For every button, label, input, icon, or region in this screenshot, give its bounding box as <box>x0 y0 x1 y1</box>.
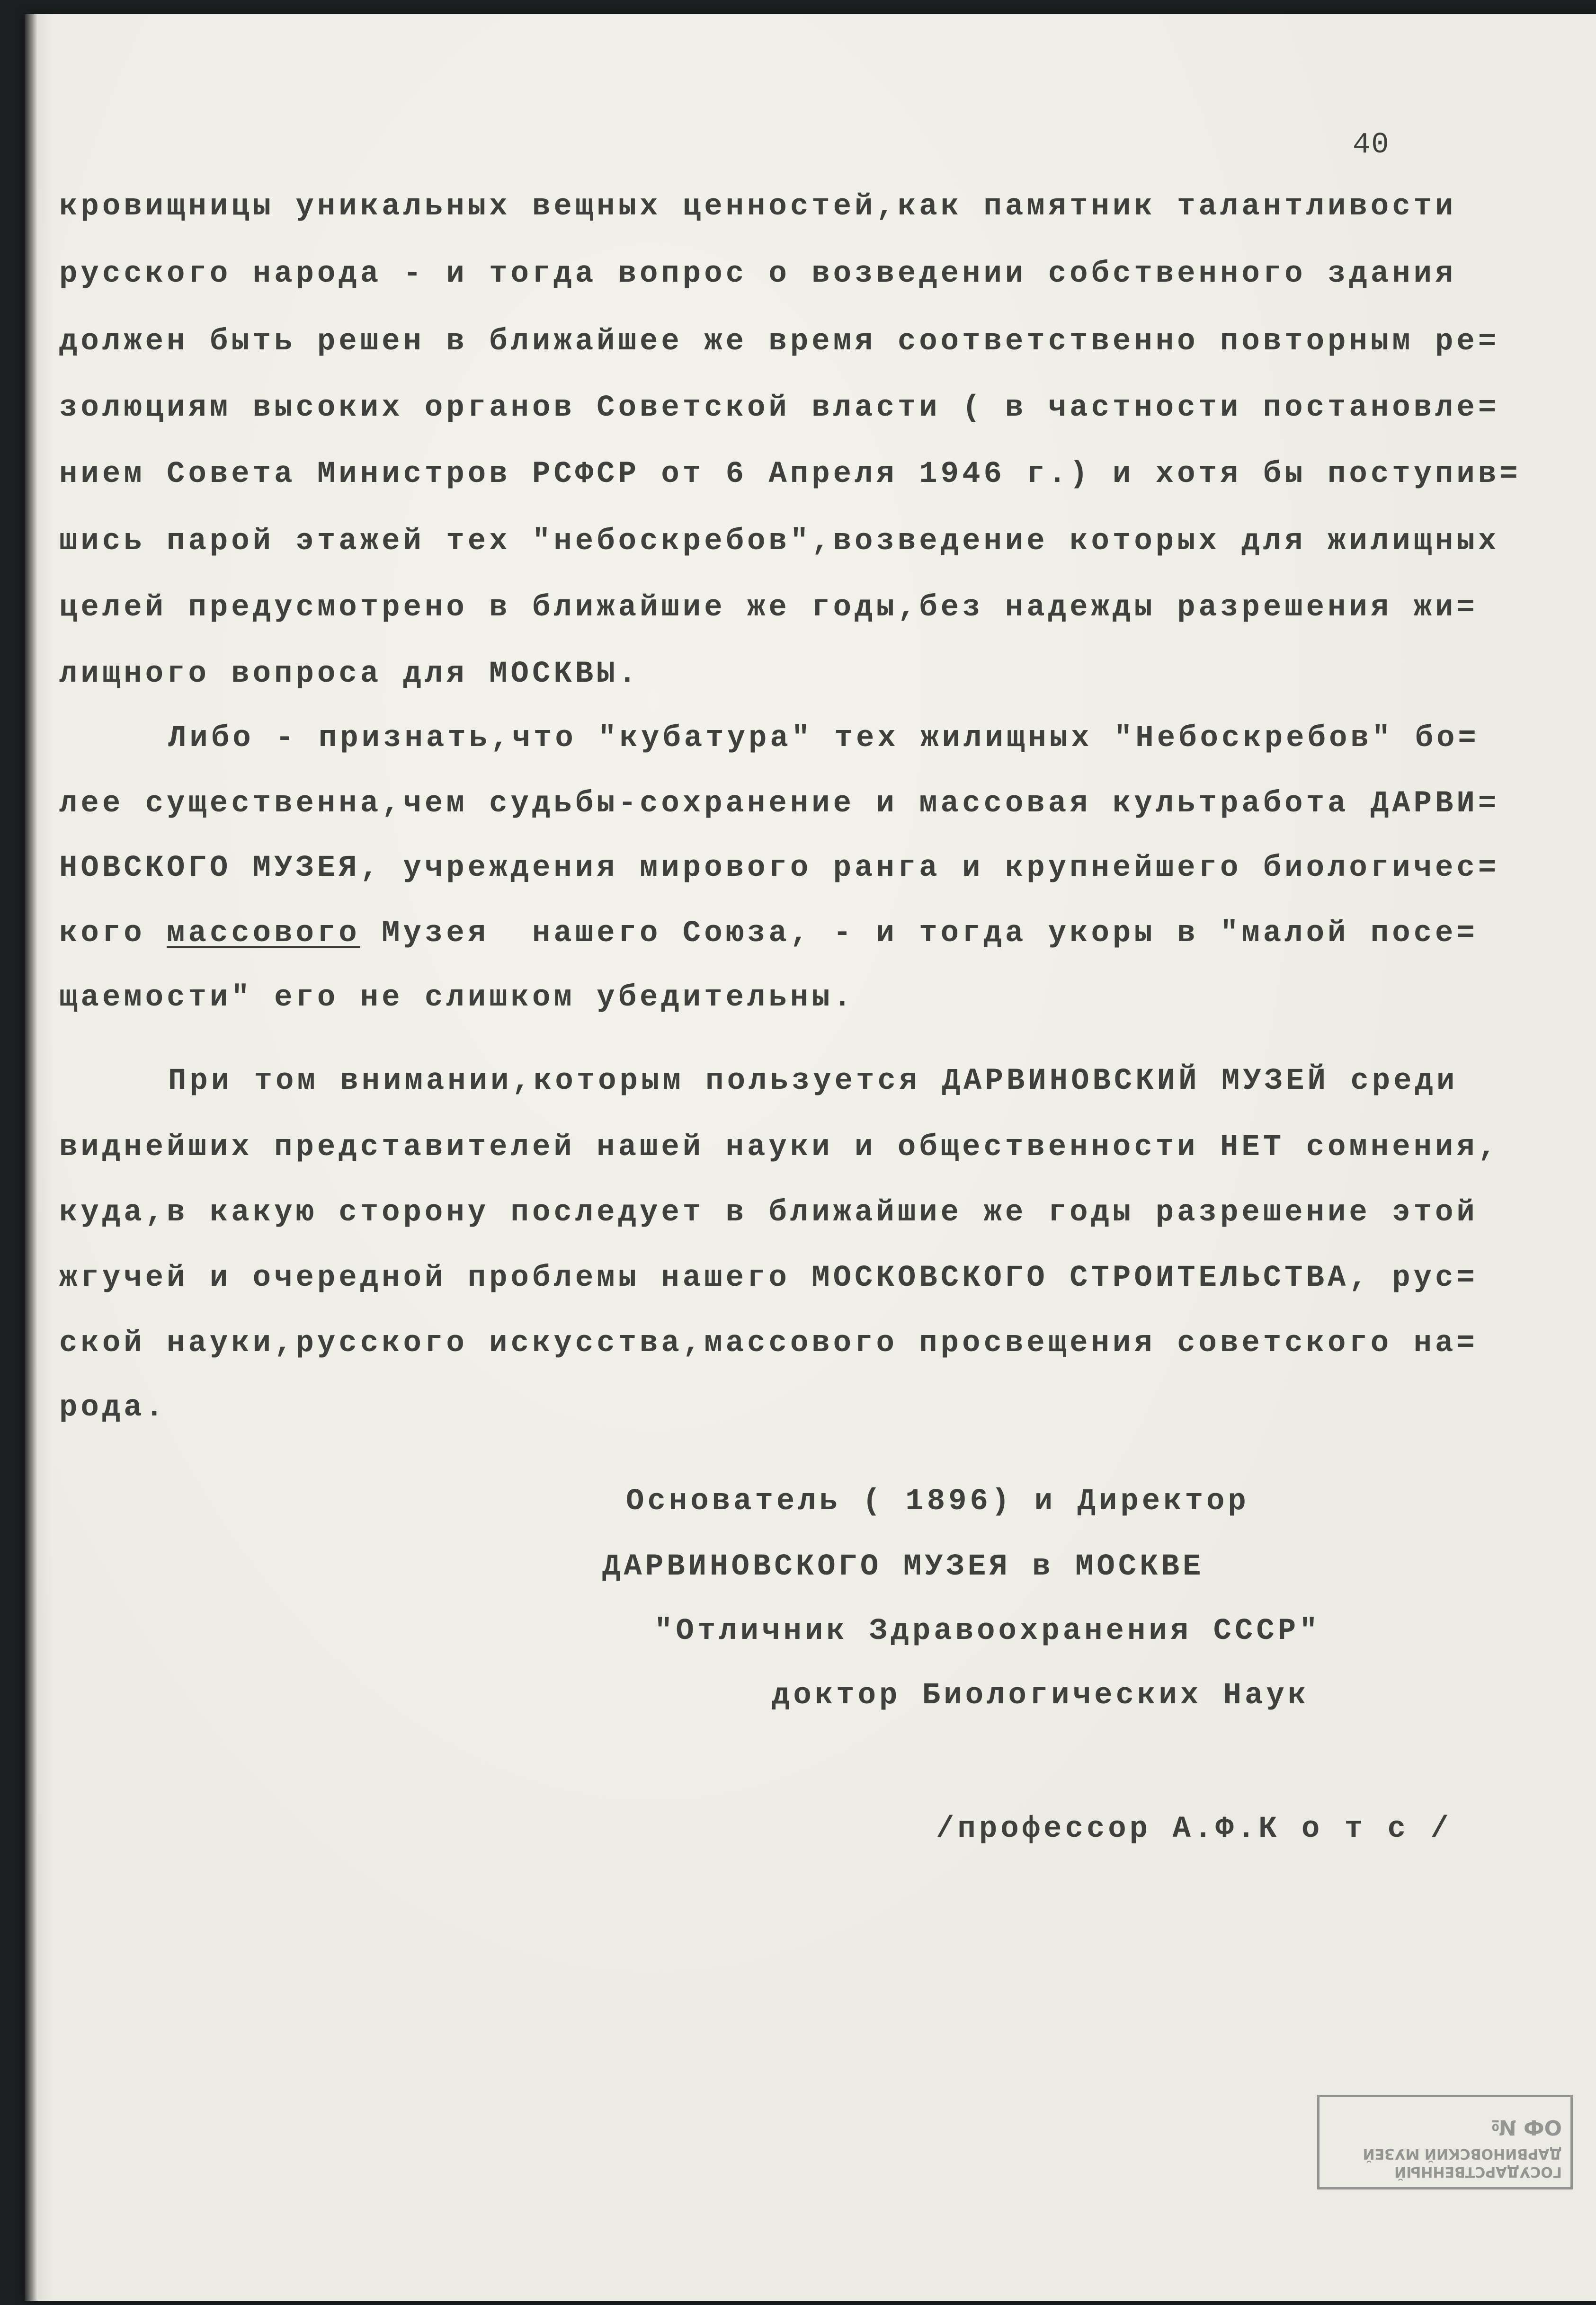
body-line: целей предусмотрено в ближайшие же годы,без надежды разрешения жи= <box>59 591 1478 625</box>
signature: /профессор А.Ф.К о т с / <box>936 1812 1452 1846</box>
body-line: щаемости" его не слишком убедительны. <box>59 981 855 1015</box>
body-line: лее существенна,чем судьбы-сохранение и массовая культработа ДАРВИ= <box>59 787 1500 821</box>
body-line: ской науки,русского искусства,массового просвещения советского на= <box>59 1326 1478 1361</box>
stamp-line: ДАРВИНОВСКИЙ МУЗЕЙ <box>1363 2145 1562 2163</box>
body-line: При том внимании,которым пользуется ДАРВИНОВСКИЙ МУЗЕЙ среди <box>168 1064 1458 1098</box>
stamp-line: ОФ № <box>1491 2115 1562 2139</box>
signature-title-line: ДАРВИНОВСКОГО МУЗЕЯ в МОСКВЕ <box>602 1550 1204 1584</box>
museum-stamp <box>1317 2095 1573 2189</box>
signature-title-line: Основатель ( 1896) и Директор <box>626 1485 1249 1519</box>
body-line: русского народа - и тогда вопрос о возведении собственного здания <box>59 257 1457 291</box>
body-line: НОВСКОГО МУЗЕЯ, учреждения мирового ранга и крупнейшего биологичес= <box>59 851 1500 885</box>
stamp-line: ГОСУДАРСТВЕННЫЙ <box>1394 2163 1562 2180</box>
body-line: рода. <box>59 1391 167 1425</box>
signature-title-line: доктор Биологических Наук <box>772 1679 1310 1713</box>
body-line: кровищницы уникальных вещных ценностей,как памятник талантливости <box>59 190 1457 224</box>
underlined-word: массового <box>167 917 360 951</box>
body-line: шись парой этажей тех "небоскребов",возведение которых для жилищных <box>59 525 1500 559</box>
body-line: виднейших представителей нашей науки и общественности НЕТ сомнения, <box>59 1130 1500 1165</box>
document-body <box>25 14 1596 2301</box>
signature-title-line: "Отличник Здравоохранения СССР" <box>654 1614 1321 1648</box>
body-line: нием Совета Министров РСФСР от 6 Апреля 1946 г.) и хотя бы поступив= <box>59 457 1521 491</box>
body-line: Либо - признать,что "кубатура" тех жилищных "Небоскребов" бо= <box>168 721 1480 756</box>
body-line: жгучей и очередной проблемы нашего МОСКОВСКОГО СТРОИТЕЛЬСТВА, рус= <box>59 1261 1478 1295</box>
body-line: золюциям высоких органов Советской власти ( в частности постановле= <box>59 391 1500 425</box>
line-prefix: кого <box>59 917 167 951</box>
document-page <box>25 14 1596 2301</box>
body-line: лищного вопроса для МОСКВЫ. <box>59 657 640 691</box>
body-line: куда,в какую сторону последует в ближайшие же годы разрешение этой <box>59 1196 1478 1230</box>
page-number: 40 <box>1353 128 1390 161</box>
body-line: должен быть решен в ближайшее же время соответственно повторным ре= <box>59 325 1500 359</box>
body-line <box>59 918 1478 949</box>
line-suffix: Музея нашего Союза, - и тогда укоры в "малой посе= <box>360 917 1478 951</box>
